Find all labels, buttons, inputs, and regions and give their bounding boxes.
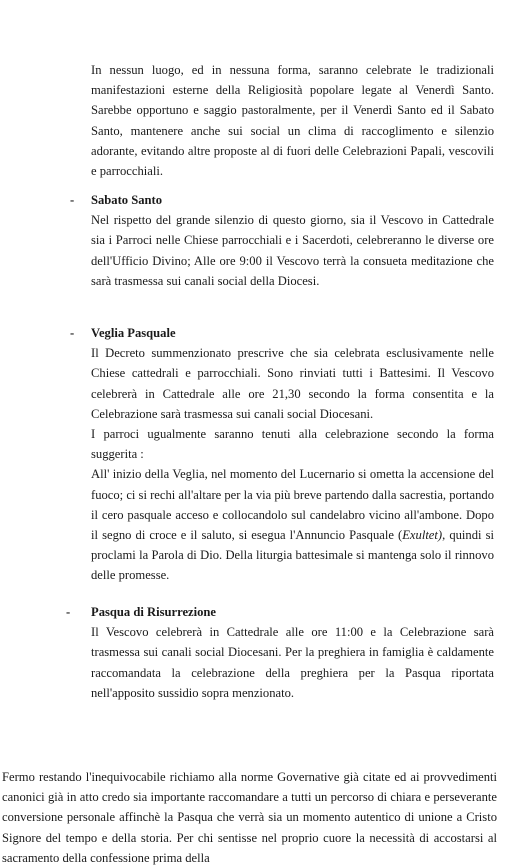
bullet-dash: - <box>66 605 71 619</box>
section-body: I parroci ugualmente saranno tenuti alla celebrazione secondo la forma suggerita : <box>91 427 494 462</box>
body-text: , quindi si proclami la Parola di Dio. Della liturgia battesimale si mantenga solo il rinnovo delle promesse. <box>91 528 495 583</box>
section-heading: Sabato Santo <box>91 193 163 207</box>
section-pasqua-risurrezione <box>66 602 494 703</box>
body-text: All' inizio della Veglia, nel momento del Lucernario si ometta la accensione del fuoco; ci si rechi all'altare per la via più breve partendo dalla sacrestia, portando il cero pasquale acceso e collocandolo sul candelabro vicino all'ambone. Dopo il segno di croce e il saluto, si esegua l'Annuncio Pasquale ( <box>91 467 494 543</box>
exultet-italic: Exultet) <box>402 528 443 543</box>
bullet-dash: - <box>70 193 75 207</box>
closing-text: Fermo restando l'inequivocabile richiamo alla norme Governative già citate ed ai provvedimenti canonici già in atto credo sia importante raccomandare a tutti un percorso di chiara e perseverante conversione personale affinchè la Pasqua che verrà sia un momento autentico di unione a Cristo Signore del tempo e della storia. Per chi sentisse nel proprio cuore la necessità di accostarsi al sacramento della confessione prima della <box>2 770 497 865</box>
section-heading: Veglia Pasquale <box>91 326 176 340</box>
section-heading: Pasqua di Risurrezione <box>91 605 217 619</box>
section-body: Nel rispetto del grande silenzio di questo giorno, sia il Vescovo in Cattedrale sia i Parroci nelle Chiese parrocchiali e i Sacerdoti, celebreranno le diverse ore dell'Ufficio Divino; Alle ore 9:00 il Vescovo terrà la consueta meditazione che sarà trasmessa sui canali social della Diocesi. <box>91 213 494 288</box>
bullet-dash: - <box>70 326 75 340</box>
section-body: Il Decreto summenzionato prescrive che sia celebrata esclusivamente nelle Chiese cattedrali e parrocchiali. Sono rinviati tutti i Battesimi. Il Vescovo celebrerà in Cattedrale alle ore 21,30 secondo la forma consentita e la Celebrazione sarà trasmessa sui canali social Diocesani. <box>91 346 494 421</box>
intro-text: In nessun luogo, ed in nessuna forma, saranno celebrate le tradizionali manifestazioni esterne della Religiosità popolare legate al Venerdì Santo. Sarebbe opportuno e saggio pastoralmente, per il Venerdì Santo ed il Sabato Santo, mantenere anche sui social un clima di raccoglimento e silenzio adorante, evitando altre proposte al di fuori delle Celebrazioni Papali, vescovili e parrocchiali. <box>91 63 494 179</box>
intro-paragraph <box>91 60 494 181</box>
section-sabato-santo <box>70 190 494 291</box>
section-body: Il Vescovo celebrerà in Cattedrale alle ore 11:00 e la Celebrazione sarà trasmessa sui canali social Diocesani. Per la preghiera in famiglia è caldamente raccomandata la celebrazione della preghiera per la Pasqua riportata nell'apposito sussidio sopra menzionato. <box>91 625 494 700</box>
closing-paragraph <box>2 767 497 868</box>
section-body <box>91 464 494 585</box>
section-veglia-pasquale <box>70 323 495 586</box>
